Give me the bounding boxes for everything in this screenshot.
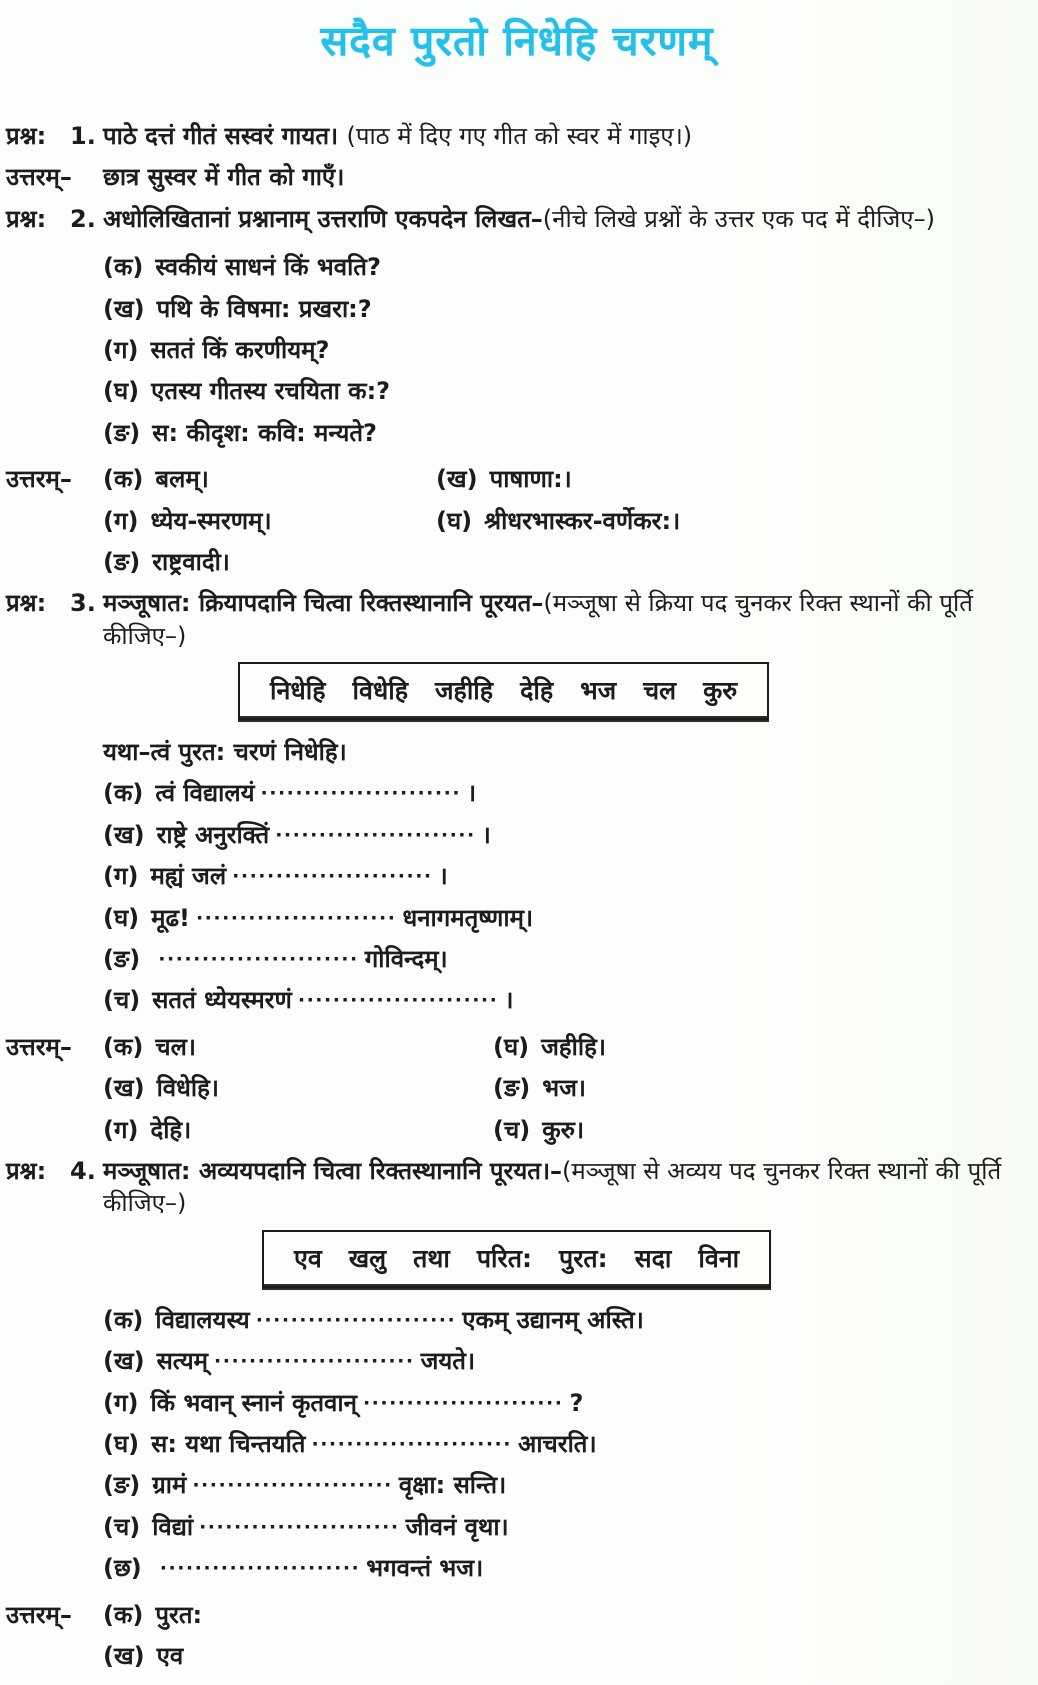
answer-cell: [103, 1031, 493, 1063]
answer-label: उत्तरम्–: [6, 1032, 72, 1061]
item-text-pre: विद्यां: [152, 1512, 194, 1541]
item-marker: (ख): [103, 1347, 145, 1376]
question-label: प्रश्न:: [6, 122, 47, 150]
item-marker: (घ): [103, 1429, 140, 1458]
item-text: [152, 943, 447, 975]
q4-item-2: [6, 1345, 1028, 1377]
answer-label: उत्तरम्–: [6, 163, 72, 192]
answer-text: भज।: [542, 1074, 587, 1103]
item-text-post: जीवनं वृथा।: [405, 1512, 509, 1541]
q4-item-3: [6, 1387, 1028, 1419]
q2-item-1: [6, 251, 1028, 283]
answer-marker: (घ): [436, 506, 473, 535]
item-text: [151, 902, 533, 934]
box-word: विना: [698, 1243, 740, 1273]
item-text-post: ।: [481, 820, 491, 849]
box-word: देहि: [520, 676, 554, 706]
answer-label: उत्तरम्–: [6, 465, 72, 494]
question-2-header: [6, 203, 1028, 235]
item-text: स्वकीयं साधनं किं भवति?: [155, 253, 381, 282]
answer-cell: [493, 1072, 586, 1104]
q4-item-5: [6, 1469, 1028, 1501]
dotted-blank: ·······················: [214, 1350, 415, 1373]
q4-item-4: [6, 1428, 1028, 1460]
item-marker: (च): [103, 986, 141, 1015]
q2-item-3: [6, 334, 1028, 366]
dotted-blank: ·······················: [255, 1308, 457, 1331]
item-text: [155, 1304, 643, 1336]
answer-marker: (ख): [103, 1641, 145, 1670]
q2-item-2: [6, 293, 1028, 325]
dotted-blank: ·······················: [158, 948, 359, 971]
q3-item-6: [6, 984, 1028, 1016]
question-label: प्रश्न:: [6, 1156, 47, 1185]
q3-answers-row-2: [6, 1072, 1028, 1104]
box-word: चल: [643, 676, 677, 706]
q2-item-4: [6, 375, 1028, 407]
q2-answers-row-1: [6, 463, 1028, 495]
item-marker: (च): [103, 1512, 141, 1541]
item-text: [151, 1428, 596, 1460]
item-text-post: गोविन्दम्।: [364, 945, 448, 974]
answer-marker: (घ): [493, 1032, 530, 1061]
answer-marker: (क): [103, 1600, 144, 1629]
q4-item-1: [6, 1304, 1028, 1336]
item-text: पथि के विषमा: प्रखरा:?: [156, 294, 372, 323]
q3-answers-row-1: [6, 1031, 1028, 1063]
q3-item-2: [6, 819, 1028, 851]
box-word: खलु: [348, 1243, 387, 1273]
answer-text: जहीहि।: [541, 1032, 606, 1061]
item-text: [152, 1469, 506, 1501]
dotted-blank: ·······················: [297, 989, 499, 1012]
item-text: [152, 984, 513, 1016]
box-word: तथा: [413, 1243, 450, 1273]
answer-1-row: [6, 161, 1028, 193]
answer-cell: [103, 546, 436, 578]
item-marker: (ग): [103, 1388, 139, 1417]
item-text-pre: मह्यं जलं: [150, 862, 227, 891]
question-1-header: [6, 120, 1028, 152]
answer-label: उत्तरम्–: [6, 1600, 72, 1629]
answer-marker: (ग): [103, 1115, 139, 1144]
answer-text: देहि।: [150, 1115, 192, 1144]
question-4-header: [6, 1155, 1028, 1220]
item-text-post: भगवन्तं भज।: [366, 1554, 484, 1583]
answer-text: ध्येय-स्मरणम्।: [150, 506, 272, 535]
answer-marker: (क): [103, 1032, 144, 1061]
dotted-blank: ·······················: [311, 1432, 512, 1455]
item-marker: (ङ): [103, 945, 141, 974]
answer-text: कुरु।: [542, 1115, 585, 1144]
answer-marker: (ङ): [103, 547, 141, 576]
q2-answers-row-3: [6, 546, 1028, 578]
question-number: 1.: [70, 122, 96, 150]
question-number: 2.: [70, 204, 96, 233]
item-text-pre: स: यथा चिन्तयति: [151, 1429, 306, 1458]
item-text: [155, 777, 476, 809]
box-word: भज: [580, 676, 617, 706]
q1-sanskrit-text: पाठे दत्तं गीतं सस्वरं गायत।: [103, 122, 347, 150]
answer-cell: [103, 1072, 493, 1104]
item-marker: (घ): [103, 903, 140, 932]
item-text-post: ।: [467, 779, 477, 808]
answer-marker: (ख): [436, 465, 478, 494]
manjusha-box: [238, 662, 769, 720]
dotted-blank: ·······················: [275, 823, 476, 846]
dotted-blank: ·······················: [232, 865, 433, 888]
q4-answers-row-1: [6, 1599, 1028, 1631]
item-text: स: कीदृश: कवि: मन्यते?: [152, 418, 377, 447]
item-text-pre: त्वं विद्यालयं: [155, 779, 255, 808]
q3-item-1: [6, 777, 1028, 809]
item-text-post: धनागमतृष्णाम्।: [402, 903, 534, 932]
q4-answers-row-2: [6, 1640, 1028, 1672]
box-word: कुरु: [703, 676, 738, 706]
example-text: यथा–त्वं पुरत: चरणं निधेहि।: [103, 738, 347, 767]
item-text-post: ।: [504, 986, 514, 1015]
answer-text: श्रीधरभास्कर-वर्णेकर:।: [484, 506, 681, 535]
answer-cell: [103, 463, 436, 495]
question-number: 4.: [70, 1156, 96, 1185]
item-text-pre: सत्यम्: [156, 1347, 209, 1376]
item-text: एतस्य गीतस्य रचयिता क:?: [151, 377, 391, 406]
dotted-blank: ·······················: [362, 1391, 564, 1414]
answer-marker: (च): [493, 1115, 531, 1144]
answer-cell: [436, 463, 572, 495]
dotted-blank: ·······················: [192, 1474, 393, 1497]
item-marker: (ङ): [103, 1471, 141, 1500]
page-title: सदैव पुरतो निधेहि चरणम्: [320, 17, 714, 65]
box-word: विधेहि: [352, 676, 408, 706]
word-box-q4: [262, 1230, 1028, 1288]
item-text: [150, 860, 447, 892]
item-text-post: एकम् उद्यानम् अस्ति।: [462, 1305, 644, 1334]
answer-text: राष्ट्रवादी।: [152, 547, 230, 576]
item-text-pre: विद्यालयस्य: [155, 1305, 250, 1334]
q4-item-6: [6, 1511, 1028, 1543]
q3-item-3: [6, 860, 1028, 892]
box-word: सदा: [634, 1243, 672, 1273]
item-marker: (ख): [103, 820, 145, 849]
item-text: [152, 1511, 508, 1543]
item-marker: (ग): [103, 335, 139, 364]
q4-sanskrit-text: मञ्जूषात: अव्ययपदानि चित्वा रिक्तस्थानानि पूरयत।–: [103, 1156, 563, 1185]
item-text-post: जयते।: [420, 1347, 476, 1376]
word-box-q3: [238, 662, 1028, 720]
item-text-pre: सततं ध्येयस्मरणं: [152, 986, 292, 1015]
answer-cell: [103, 1640, 183, 1672]
question-1-text: [103, 120, 1028, 152]
dotted-blank: ·······················: [195, 906, 397, 929]
q3-item-5: [6, 943, 1028, 975]
q4-hindi-translation: (मञ्जूषा से अव्यय पद चुनकर रिक्त स्थानों की पूर्ति कीजिए–): [103, 1156, 1002, 1218]
answer-cell: [103, 1599, 202, 1631]
answer-cell: [493, 1114, 584, 1146]
q1-hindi-translation: (पाठ में दिए गए गीत को स्वर में गाइए।): [346, 122, 693, 150]
question-3-header: [6, 587, 1028, 652]
q3-hindi-translation: (मञ्जूषा से क्रिया पद चुनकर रिक्त स्थानों की पूर्ति कीजिए–): [103, 589, 973, 650]
dotted-blank: ·······················: [260, 782, 462, 805]
item-text-post: ।: [438, 862, 448, 891]
item-text-post: ?: [569, 1388, 584, 1417]
item-text-pre: राष्ट्रे अनुरक्तिं: [156, 820, 270, 849]
question-label: प्रश्न:: [6, 204, 47, 233]
q3-example-line: [6, 736, 1028, 768]
item-text-pre: मूढ!: [151, 903, 190, 932]
answer-marker: (ख): [103, 1074, 145, 1103]
item-marker: (घ): [103, 377, 140, 406]
answer-cell: [103, 1114, 493, 1146]
question-4-text: [103, 1155, 1028, 1220]
answer-text: बलम्।: [155, 465, 209, 494]
q4-item-7: [6, 1552, 1028, 1584]
q2-hindi-translation: (नीचे लिखे प्रश्नों के उत्तर एक पद में दीजिए–): [542, 204, 935, 233]
dotted-blank: ·······················: [159, 1557, 361, 1580]
dotted-blank: ·······················: [199, 1515, 400, 1538]
q3-item-4: [6, 902, 1028, 934]
item-marker: (क): [103, 779, 144, 808]
q2-answers-row-2: [6, 505, 1028, 537]
answer-text: एव: [156, 1641, 184, 1670]
answer-marker: (ग): [103, 506, 139, 535]
item-text: [150, 1387, 583, 1419]
answer-text: पुरत:: [155, 1600, 203, 1629]
question-label: प्रश्न:: [6, 589, 47, 618]
q2-item-5: [6, 417, 1028, 449]
item-marker: (ख): [103, 294, 145, 323]
item-text-pre: किं भवान् स्नानं कृतवान्: [150, 1388, 357, 1417]
item-text: सततं किं करणीयम्?: [150, 335, 330, 364]
question-2-text: [103, 203, 1028, 235]
item-text: [157, 819, 491, 851]
question-3-text: [103, 587, 1028, 652]
q3-sanskrit-text: मञ्जूषात: क्रियापदानि चित्वा रिक्तस्थानानि पूरयत–: [103, 589, 544, 618]
answer-marker: (ङ): [493, 1074, 531, 1103]
item-text: [157, 1345, 476, 1377]
answer-text: चल।: [155, 1032, 196, 1061]
item-marker: (क): [103, 253, 144, 282]
answer-text: विधेहि।: [156, 1074, 219, 1103]
manjusha-box: [262, 1230, 771, 1288]
answer-marker: (क): [103, 465, 144, 494]
question-number: 3.: [70, 589, 96, 618]
answer-text: पाषाणा:।: [489, 465, 572, 494]
box-word: एव: [294, 1243, 322, 1273]
item-text-post: वृक्षा: सन्ति।: [398, 1471, 507, 1500]
item-text-post: आचरति।: [518, 1429, 597, 1458]
box-word: निधेहि: [270, 676, 326, 706]
box-word: जहीहि: [435, 676, 494, 706]
answer-cell: [436, 505, 680, 537]
item-marker: (छ): [103, 1554, 142, 1583]
item-text-pre: ग्रामं: [152, 1471, 187, 1500]
box-word: परित:: [476, 1243, 532, 1273]
q3-answers-row-3: [6, 1114, 1028, 1146]
item-marker: (ग): [103, 862, 139, 891]
item-marker: (क): [103, 1305, 144, 1334]
answer-1-text: छात्र सुस्वर में गीत को गाएँ।: [103, 163, 345, 192]
answer-cell: [103, 505, 436, 537]
q2-sanskrit-text: अधोलिखितानां प्रश्नानाम् उत्तराणि एकपदेन लिखत–: [103, 204, 543, 233]
item-marker: (ङ): [103, 418, 141, 447]
answer-cell: [493, 1031, 606, 1063]
item-text: [154, 1552, 483, 1584]
box-word: पुरत:: [559, 1243, 608, 1273]
